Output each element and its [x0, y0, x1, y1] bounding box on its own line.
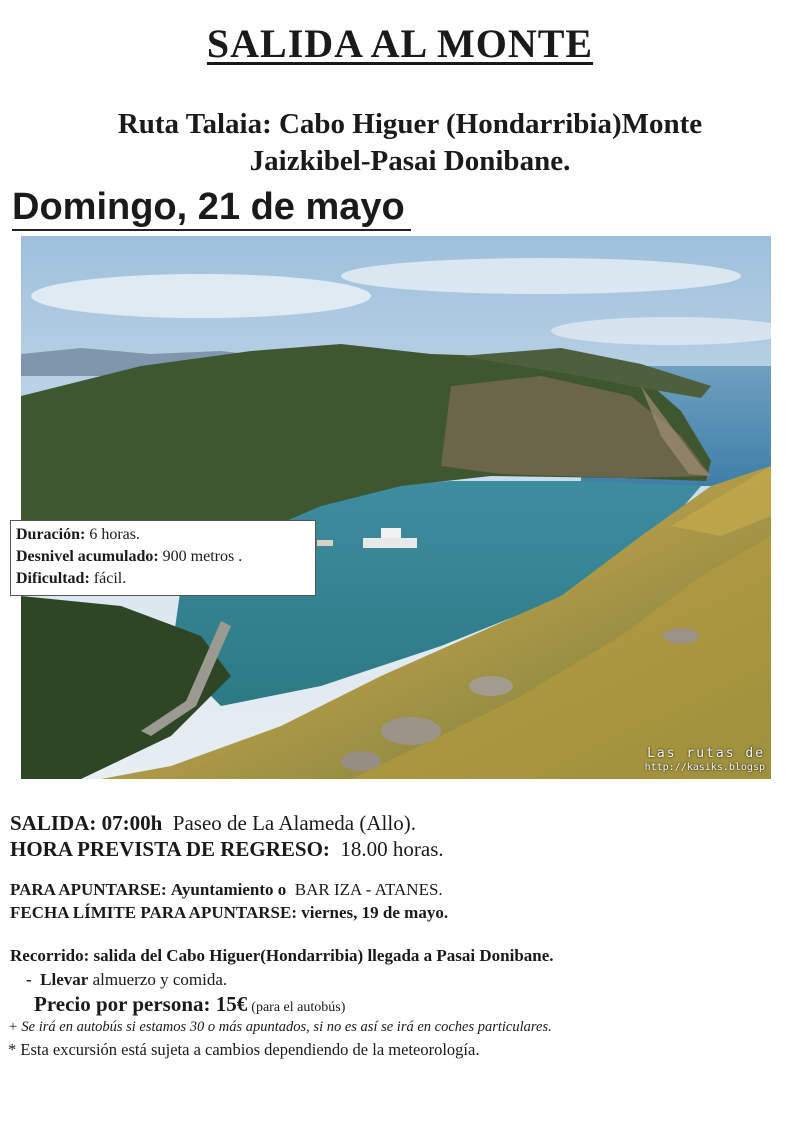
- transport-note: + Se irá en autobús si estamos 30 o más apuntados, si no es así se irá en coches particulares.: [8, 1019, 552, 1035]
- page-title: SALIDA AL MONTE: [206, 21, 594, 66]
- deadline-value: viernes, 19 de mayo.: [301, 903, 449, 922]
- bring-value: almuerzo y comida.: [92, 970, 228, 989]
- return-label: HORA PREVISTA DE REGRESO:: [10, 837, 330, 861]
- difficulty-value: fácil.: [93, 570, 127, 587]
- subtitle-line-1: Ruta Talaia: Cabo Higuer (Hondarribia)Monte: [117, 108, 703, 140]
- watermark-line-2: http://kasiks.blogsp: [644, 762, 765, 773]
- elevation-value: 900 metros .: [162, 548, 243, 565]
- coastal-bay-illustration: [21, 236, 771, 779]
- duration-label: Duración:: [16, 526, 86, 543]
- duration-value: 6 horas.: [89, 526, 140, 543]
- deadline-line: [10, 903, 448, 923]
- route-description: Recorrido: salida del Cabo Higuer(Hondarribia) llegada a Pasai Donibane.: [10, 946, 554, 965]
- signup-value: Ayuntamiento o: [170, 880, 287, 899]
- bring-line: [26, 970, 227, 990]
- departure-value: Paseo de La Alameda (Allo).: [172, 811, 416, 835]
- signup-line: [10, 880, 443, 900]
- deadline-label: FECHA LÍMITE PARA APUNTARSE:: [10, 903, 297, 922]
- bring-label: Llevar: [40, 970, 89, 989]
- landscape-photo: [21, 236, 771, 779]
- signup-value-2: BAR IZA - ATANES.: [294, 880, 443, 899]
- departure-line: [10, 811, 416, 836]
- difficulty-label: Dificultad:: [16, 570, 90, 587]
- elevation-row: [16, 546, 315, 568]
- subtitle-line-2: Jaizkibel-Pasai Donibane.: [249, 145, 571, 177]
- event-date: Domingo, 21 de mayo: [12, 185, 411, 231]
- difficulty-row: [16, 568, 315, 590]
- signup-label: PARA APUNTARSE:: [10, 880, 167, 899]
- weather-note: * Esta excursión está sujeta a cambios dependiendo de la meteorología.: [8, 1040, 480, 1059]
- return-line: [10, 837, 444, 862]
- route-subtitle: [40, 106, 780, 180]
- departure-label: SALIDA: 07:00h: [10, 811, 163, 835]
- elevation-label: Desnivel acumulado:: [16, 548, 159, 565]
- return-value: 18.00 horas.: [340, 837, 444, 861]
- duration-row: [16, 524, 315, 546]
- price-note: (para el autobús): [251, 1000, 346, 1015]
- watermark-line-1: Las rutas de: [647, 746, 765, 761]
- route-info-box: [10, 520, 316, 596]
- photo-watermark: [645, 747, 765, 775]
- bring-bullet: -: [26, 970, 32, 989]
- price-line: [34, 992, 345, 1017]
- price-label: Precio por persona: 15€: [34, 992, 248, 1016]
